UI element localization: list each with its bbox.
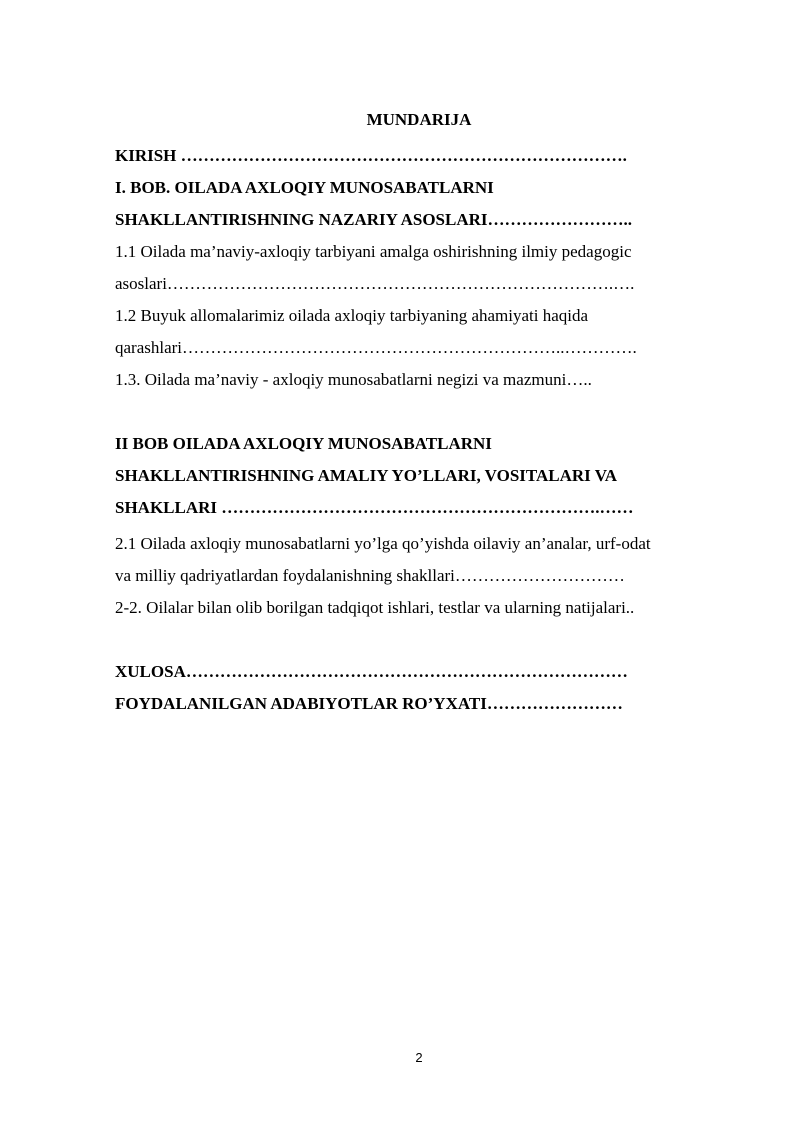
toc-entry-1-2-line-1: 1.2 Buyuk allomalarimiz oilada axloqiy tarbiyaning ahamiyati haqida (115, 306, 589, 325)
toc-title: MUNDARIJA (366, 110, 472, 129)
toc-entry-1-1-line-2: asoslari…………………………………………………………………….…. (115, 274, 635, 293)
page-number: 2 (415, 1050, 423, 1065)
toc-entry-adabiyotlar: FOYDALANILGAN ADABIYOTLAR RO’YXATI…………………… (115, 694, 623, 713)
toc-entry-kirish: KIRISH ……………………………………………………………………. (115, 146, 627, 165)
toc-entry-2-1-line-1: 2.1 Oilada axloqiy munosabatlarni yo’lga qo’yishda oilaviy an’analar, urf-odat (115, 534, 651, 553)
toc-entry-chapter-1-line-2: SHAKLLANTIRISHNING NAZARIY ASOSLARI…………………….. (115, 210, 633, 229)
toc-entry-chapter-1-line-1: I. BOB. OILADA AXLOQIY MUNOSABATLARNI (115, 178, 494, 197)
toc-entry-1-2-line-2: qarashlari…………………………………………………………..…………. (115, 338, 637, 357)
toc-entry-2-2: 2-2. Oilalar bilan olib borilgan tadqiqot ishlari, testlar va ularning natijalari.. (115, 598, 635, 617)
toc-entry-2-1-line-2: va milliy qadriyatlardan foydalanishning shakllari………………………… (115, 566, 625, 585)
toc-entry-xulosa: XULOSA…………………………………………………………………… (115, 662, 628, 681)
toc-entry-1-1-line-1: 1.1 Oilada ma’naviy-axloqiy tarbiyani amalga oshirishning ilmiy pedagogic (115, 242, 632, 261)
toc-entry-chapter-2-line-1: II BOB OILADA AXLOQIY MUNOSABATLARNI (115, 434, 492, 453)
toc-entry-chapter-2-line-2: SHAKLLANTIRISHNING AMALIY YO’LLARI, VOSITALARI VA (115, 466, 618, 485)
toc-entry-1-3: 1.3. Oilada ma’naviy - axloqiy munosabatlarni negizi va mazmuni….. (115, 370, 592, 389)
toc-entry-chapter-2-line-3: SHAKLLARI ………………………………………………………….…… (115, 498, 634, 517)
